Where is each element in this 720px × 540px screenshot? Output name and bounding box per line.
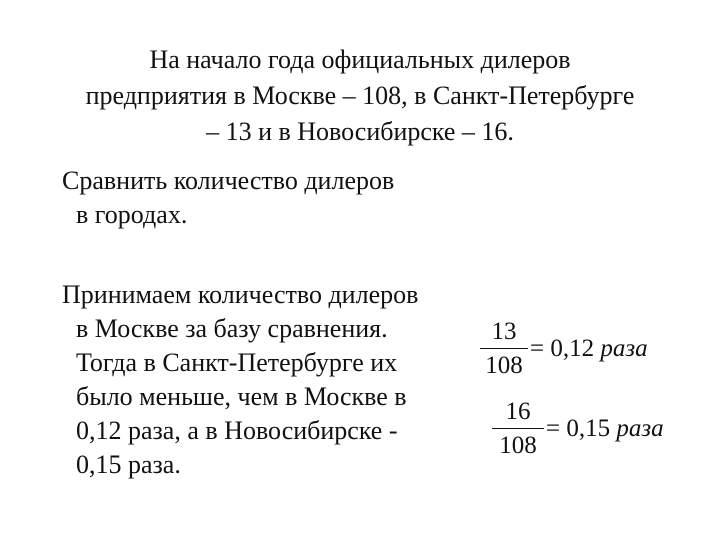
solution-line-1: Принимаем количество дилеров xyxy=(62,280,419,309)
task-paragraph xyxy=(62,164,394,232)
formula-nsk xyxy=(492,398,692,468)
title-line-1: На начало года официальных дилеров xyxy=(149,45,571,74)
result-unit: раза xyxy=(600,335,648,362)
solution-line-3: Тогда в Санкт-Петербурге их xyxy=(76,348,398,377)
fraction-nsk xyxy=(492,398,544,460)
result-unit: раза xyxy=(616,415,664,442)
result-value: = 0,12 xyxy=(530,335,595,362)
solution-line-5: 0,12 раза, а в Новосибирске - xyxy=(76,416,398,445)
solution-line-2: в Москве за базу сравнения. xyxy=(76,314,388,343)
solution-line-4: было меньше, чем в Москве в xyxy=(76,382,407,411)
solution-line-6: 0,15 раза. xyxy=(76,450,181,479)
title-line-3: – 13 и в Новосибирске – 16. xyxy=(206,117,514,146)
slide-title xyxy=(40,42,680,150)
title-line-2: предприятия в Москве – 108, в Санкт-Петербурге xyxy=(85,81,635,110)
solution-paragraph xyxy=(62,278,418,482)
result-value: = 0,15 xyxy=(546,415,611,442)
formula-spb xyxy=(480,318,680,388)
fraction-numerator: 13 xyxy=(491,318,517,345)
fraction-denominator: 108 xyxy=(499,432,537,459)
fraction-numerator: 16 xyxy=(505,398,531,425)
task-line-2: в городах. xyxy=(76,200,188,229)
formula-result xyxy=(546,415,664,443)
fraction-denominator: 108 xyxy=(485,352,523,379)
fraction-bar xyxy=(480,348,528,349)
formula-result xyxy=(530,335,648,363)
fraction-bar xyxy=(492,428,544,429)
task-line-1: Сравнить количество дилеров xyxy=(62,166,395,195)
fraction-spb xyxy=(480,318,528,380)
